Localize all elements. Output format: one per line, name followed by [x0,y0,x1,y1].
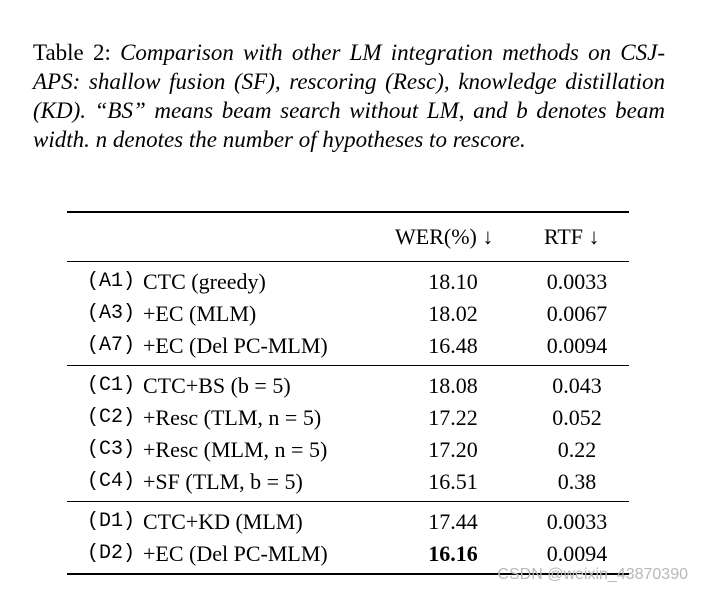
watermark: CSDN @weixin_43870390 [497,566,688,583]
table-group-c [67,366,629,501]
caption-text-2: denotes beam width. [33,98,665,152]
table-row [67,402,629,434]
row-method: +Resc (TLM, n = 5) [143,405,322,430]
row-wer: 17.44 [428,509,478,534]
row-code: (C2) [87,406,136,429]
row-method: +SF (TLM, b = 5) [143,469,303,494]
row-code: (D2) [87,542,136,565]
table-header-row [67,213,629,261]
row-code: (D1) [87,510,136,533]
row-method: +EC (Del PC-MLM) [143,333,328,358]
row-rtf: 0.22 [557,437,597,462]
table-row [67,330,629,362]
row-rtf: 0.0094 [546,541,608,566]
row-rtf: 0.0033 [546,509,608,534]
row-wer: 17.22 [428,405,478,430]
table-row [67,506,629,538]
row-rtf: 0.0033 [546,269,608,294]
row-method: CTC+KD (MLM) [143,509,303,534]
results-table [67,211,629,575]
row-wer: 18.02 [428,301,478,326]
row-rtf: 0.0094 [546,333,608,358]
header-rtf: RTF ↓ [544,224,600,249]
row-rtf: 0.043 [552,373,602,398]
table-row [67,466,629,498]
row-code: (C4) [87,470,136,493]
row-method: CTC (greedy) [143,269,266,294]
table-caption [33,38,665,154]
row-code: (C3) [87,438,136,461]
row-rtf: 0.0067 [546,301,608,326]
row-wer: 18.10 [428,269,478,294]
table-group-d [67,502,629,573]
row-method: CTC+BS (b = 5) [143,373,291,398]
caption-text-3: denotes the number of hypotheses to rescore. [107,127,526,152]
row-code: (C1) [87,374,136,397]
table-row [67,434,629,466]
row-wer: 16.51 [428,469,478,494]
caption-text-1: Comparison with other LM integration methods on CSJ-APS: shallow fusion (SF), rescoring (Resc), knowledge distillation (KD). “BS” means beam search without LM, and [33,40,666,123]
caption-label: Table 2: [33,40,111,65]
table-row [67,266,629,298]
row-method: +EC (MLM) [143,301,257,326]
row-wer: 18.08 [428,373,478,398]
row-rtf: 0.38 [557,469,597,494]
caption-n-symbol: n [95,127,108,152]
header-wer: WER(%) ↓ [395,224,494,249]
row-method: +EC (Del PC-MLM) [143,541,328,566]
row-wer-best: 16.16 [428,541,478,566]
row-method: +Resc (MLM, n = 5) [143,437,328,462]
caption-b-symbol: b [516,98,528,123]
row-code: (A3) [87,302,136,325]
table-group-a [67,262,629,365]
row-code: (A7) [87,334,136,357]
table-row [67,298,629,330]
row-wer: 16.48 [428,333,478,358]
table-row [67,370,629,402]
row-wer: 17.20 [428,437,478,462]
row-rtf: 0.052 [552,405,602,430]
row-code: (A1) [87,270,136,293]
